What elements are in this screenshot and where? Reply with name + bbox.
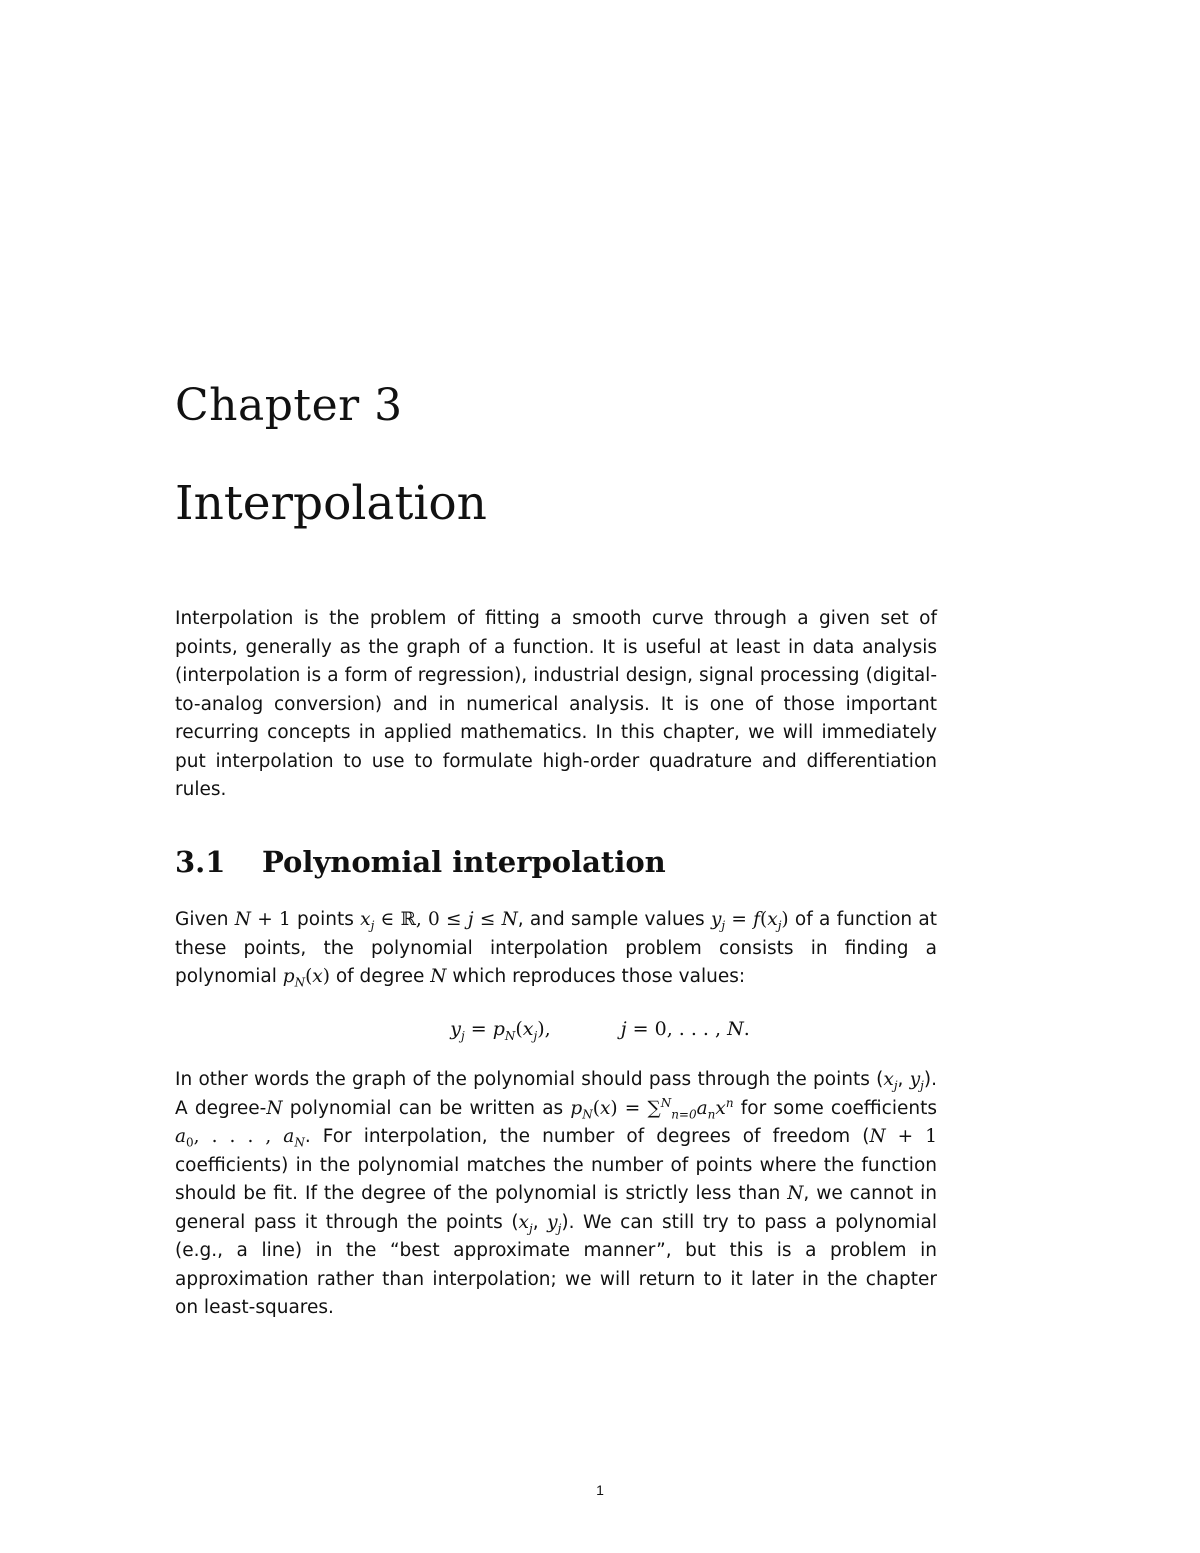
other-words-paragraph: In other words the graph of the polynomial should pass through the points ($x_j$, $y_j$). A degree-N polynomial can be written as $p_N(x) = \sum^N_{n=0}a_nx^n$ for some coefficients $a_0$, . . . , $a_N$. For interpolation, the number of degrees of freedom (N + 1 coefficients) in the polynomial matches the number of points where the function should be fit. If the degree of the polynomial is strictly less than N, we cannot in general pass it through the points ($x_j$, $y_j$). We can still try to pass a polynomial (e.g., a line) in the “best approximate manner”, but this is a problem in approximation rather than interpolation; we will return to it later in the chapter on least-squares. [175, 1069, 938, 1318]
interpolation-equation: $y_j = p_N(x_j)$, j = 0, . . . , N. [450, 1018, 750, 1043]
section-number: 3.1 [175, 845, 226, 879]
chapter-title: Interpolation [175, 476, 487, 531]
section-title: Polynomial interpolation [262, 845, 666, 879]
intro-paragraph: Interpolation is the problem of fitting a smooth curve through a given set of points, generally as the graph of a function. It is useful at least in data analysis (interpolation is a form of regression), industrial design, signal processing (digital-to-analog conversion) and in numerical analysis. It is one of those important recurring concepts in applied mathematics. In this chapter, we will immediately put interpolation to use to formulate high-order quadrature and differentiation rules. [175, 608, 937, 800]
page-number: 1 [596, 1482, 604, 1498]
chapter-label: Chapter 3 [175, 380, 403, 431]
section-heading [175, 842, 666, 882]
given-paragraph: Given N + 1 points $x_j$ ∈ ℝ, 0 ≤ j ≤ N, and sample values $y_j = f(x_j)$ of a function at these points, the polynomial interpolation problem consists in finding a polynomial $p_N(x)$ of degree N which reproduces those values: [175, 909, 938, 990]
